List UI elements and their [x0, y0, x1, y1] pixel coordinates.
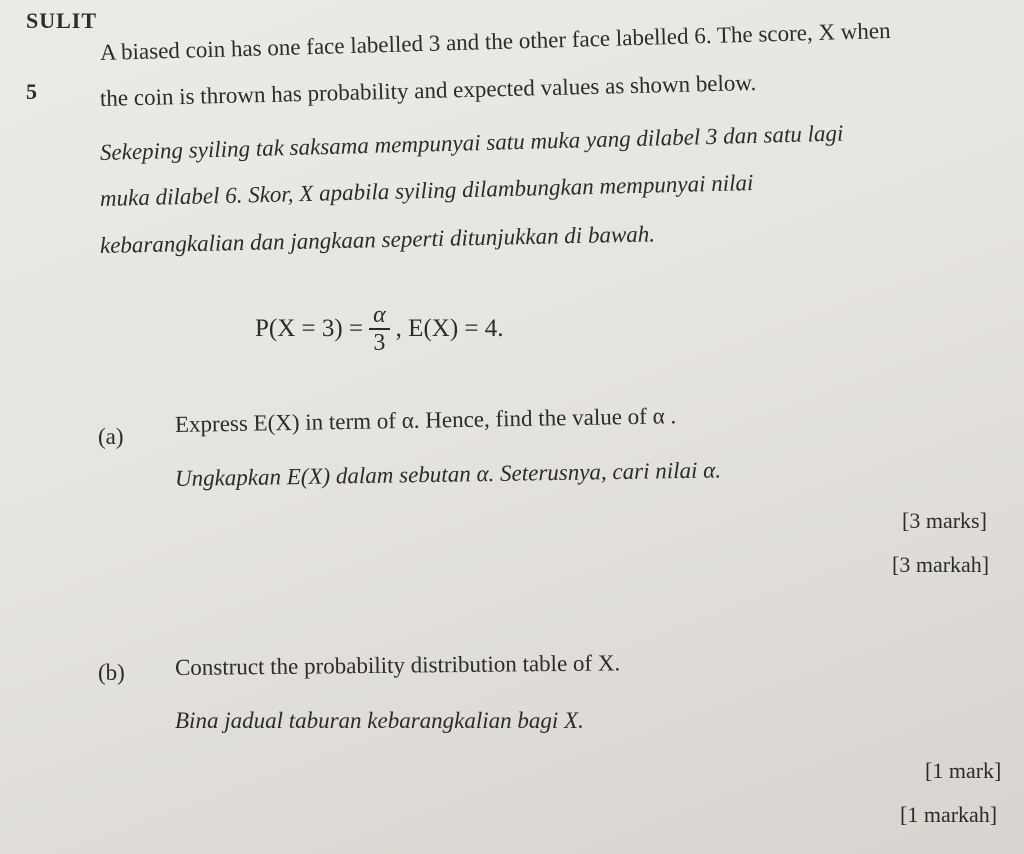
- fraction-denominator: 3: [373, 330, 386, 356]
- part-a-text-en: Express E(X) in term of α. Hence, find the value of α .: [174, 403, 677, 437]
- part-a-label: (a): [98, 424, 124, 449]
- question-text-en-line-1: A biased coin has one face labelled 3 and the other face labelled 6. The score, X when: [99, 17, 891, 65]
- fraction-numerator: α: [369, 302, 390, 330]
- equation-rhs: , E(X) = 4.: [395, 315, 504, 342]
- part-b-marks-en: [1 mark]: [925, 758, 1002, 783]
- part-a-marks-en: [3 marks]: [902, 508, 987, 533]
- part-b-label: (b): [98, 660, 125, 685]
- part-b-text-ms: Bina jadual taburan kebarangkalian bagi X.: [175, 708, 584, 733]
- part-b-text-en: Construct the probability distribution table of X.: [174, 650, 621, 680]
- page-header: SULIT: [26, 8, 98, 33]
- question-text-ms-line-1: Sekeping syiling tak saksama mempunyai satu muka yang dilabel 3 dan satu lagi: [99, 120, 844, 165]
- question-text-ms-line-3: kebarangkalian dan jangkaan seperti ditunjukkan di bawah.: [99, 221, 656, 258]
- equation-lhs: P(X = 3) =: [255, 315, 364, 342]
- question-text-ms-line-2: muka dilabel 6. Skor, X apabila syiling dilambungkan mempunyai nilai: [99, 170, 754, 211]
- alpha-fraction: [369, 302, 390, 356]
- given-equation: [255, 302, 504, 356]
- question-text-en-line-2: the coin is thrown has probability and expected values as shown below.: [99, 69, 757, 111]
- part-a-text-ms: Ungkapkan E(X) dalam sebutan α. Seterusnya, cari nilai α.: [174, 457, 722, 491]
- part-b-marks-ms: [1 markah]: [900, 802, 998, 827]
- part-a-marks-ms: [3 markah]: [892, 552, 990, 577]
- question-number: 5: [26, 79, 37, 104]
